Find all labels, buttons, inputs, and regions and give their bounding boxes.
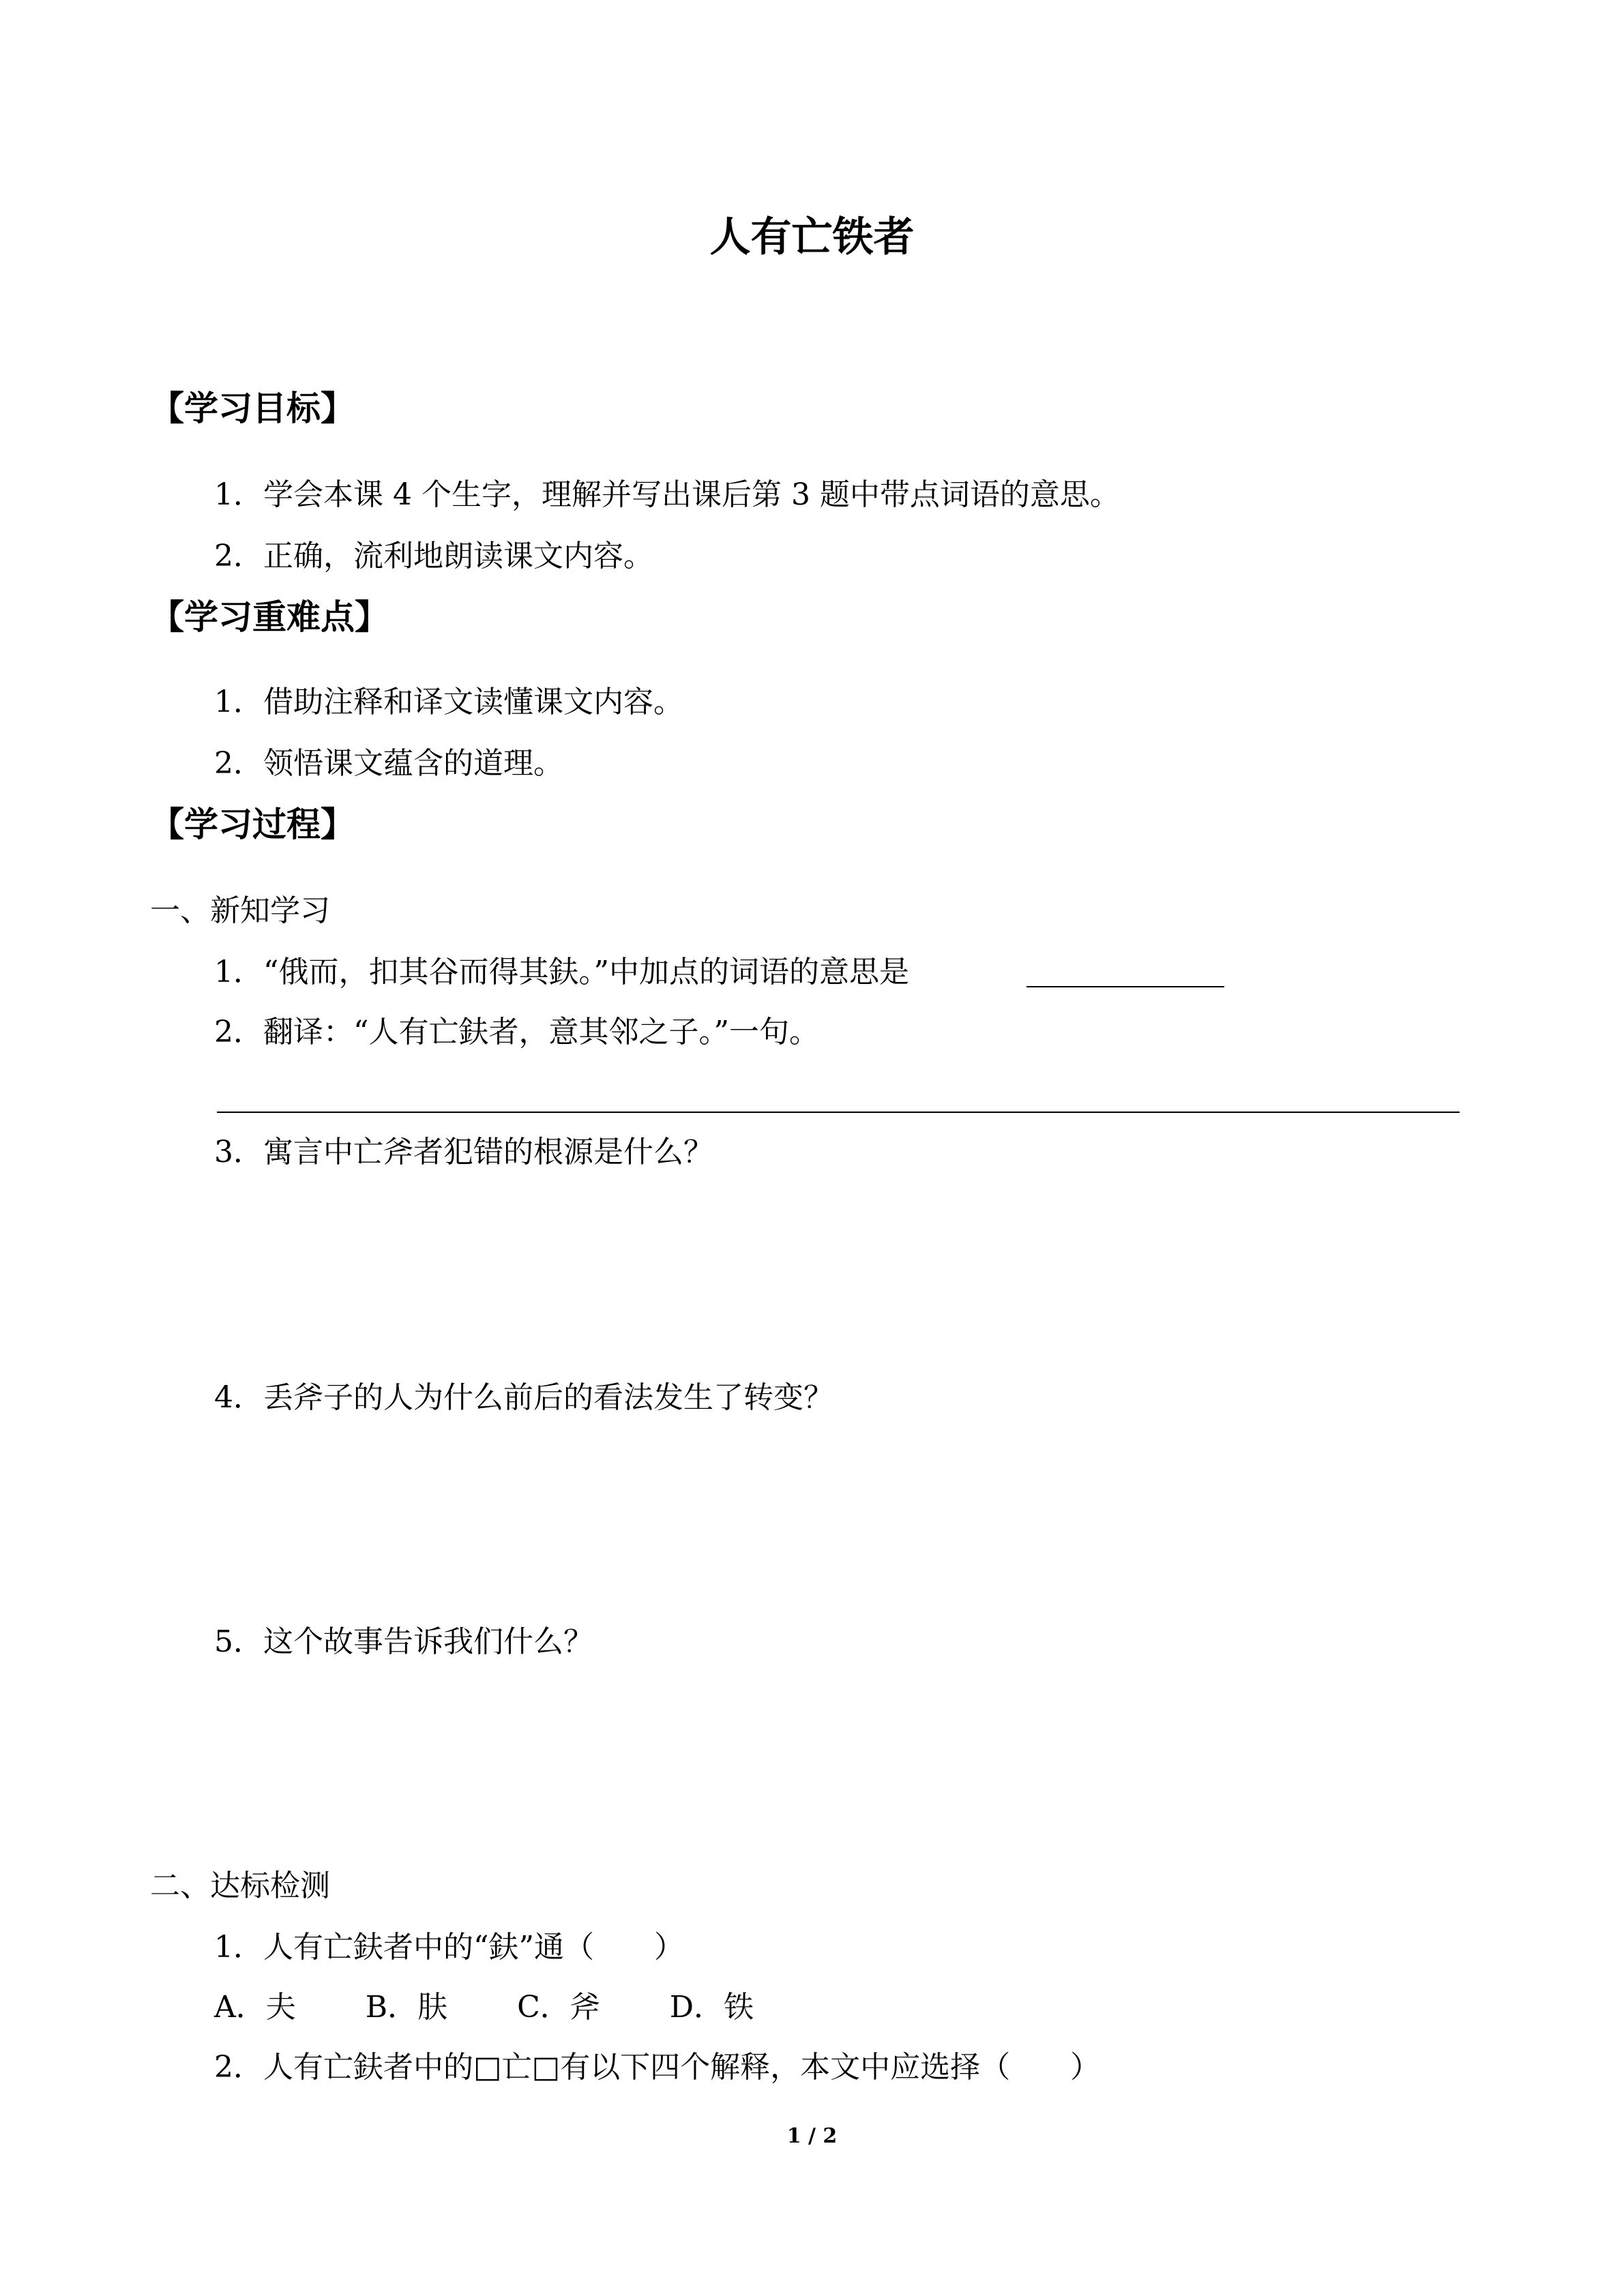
- keypoint-item-1: 1．借助注释和译文读懂课文内容。: [214, 685, 683, 719]
- question-3-root-cause: 3．寓言中亡斧者犯错的根源是什么？: [214, 1135, 713, 1169]
- assessment-question-2: 2．人有亡鈇者中的□亡□有以下四个解释，本文中应选择（ ）: [214, 2050, 1101, 2085]
- answer-blank-q1[interactable]: [1027, 986, 1224, 987]
- keypoint-item-2: 2．领悟课文蕴含的道理。: [214, 746, 563, 781]
- answer-line-q2[interactable]: [217, 1112, 1460, 1113]
- goal-item-1: 1．学会本课 4 个生字，理解并写出课后第 3 题中带点词语的意思。: [214, 477, 1120, 512]
- option-d[interactable]: D．铁: [669, 1990, 754, 2025]
- option-c[interactable]: C．斧: [517, 1990, 600, 2025]
- question-1-meaning: 1．“俄而，扣其谷而得其鈇。”中加点的词语的意思是: [214, 955, 909, 989]
- question-4-change-view: 4．丢斧子的人为什么前后的看法发生了转变？: [214, 1380, 833, 1415]
- assessment-question-1: 1．人有亡鈇者中的“鈇”通（ ）: [214, 1930, 684, 1965]
- question-5-moral: 5．这个故事告诉我们什么？: [214, 1624, 593, 1659]
- option-b[interactable]: B．肤: [365, 1990, 448, 2025]
- part-label-new-knowledge: 一、新知学习: [150, 893, 330, 928]
- section-heading-keypoints: 【学习重难点】: [150, 597, 389, 637]
- document-title: 人有亡铁者: [709, 213, 915, 261]
- section-heading-process: 【学习过程】: [150, 804, 355, 844]
- assessment-question-1-options: [214, 1990, 814, 2025]
- goal-item-2: 2．正确，流利地朗读课文内容。: [214, 539, 653, 573]
- part-label-assessment: 二、达标检测: [150, 1868, 330, 1903]
- question-2-translate: 2．翻译：“人有亡鈇者，意其邻之子。”一句。: [214, 1015, 819, 1049]
- section-heading-goals: 【学习目标】: [150, 388, 355, 428]
- option-a[interactable]: A．夫: [214, 1990, 296, 2025]
- page-number: 1 / 2: [786, 2124, 838, 2148]
